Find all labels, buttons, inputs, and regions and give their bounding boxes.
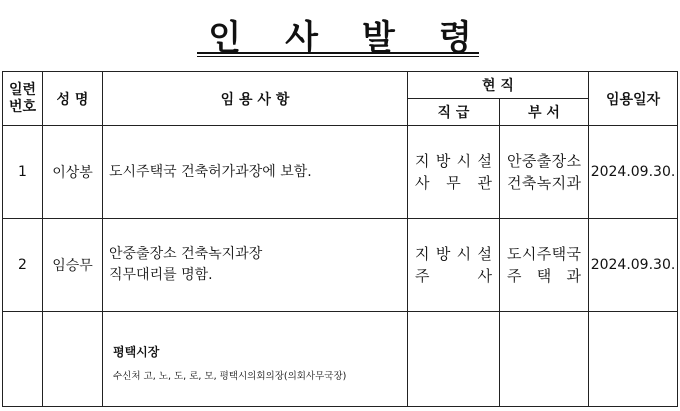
dept-line bbox=[500, 172, 588, 194]
duty-line: 도시주택국 건축허가과장에 보함. bbox=[109, 163, 312, 180]
duty-description bbox=[103, 219, 408, 312]
footer-issuer-cell bbox=[103, 312, 408, 407]
rank-line bbox=[408, 265, 499, 287]
header-name: 성 명 bbox=[43, 72, 103, 126]
current-department bbox=[500, 126, 589, 219]
header-appointment-date: 임용일자 bbox=[589, 72, 678, 126]
title-char: 인 bbox=[208, 18, 242, 58]
rank-line bbox=[408, 150, 499, 172]
header-department: 부 서 bbox=[500, 99, 589, 126]
duty-description bbox=[103, 126, 408, 219]
title-underline-thin bbox=[197, 56, 479, 57]
rank-char: 설 bbox=[477, 152, 492, 170]
rank-char: 지 bbox=[415, 152, 430, 170]
header-duty: 임 용 사 항 bbox=[103, 72, 408, 126]
dept-char: 장 bbox=[551, 152, 567, 170]
table-row bbox=[3, 126, 678, 219]
person-name: 임승무 bbox=[43, 219, 103, 312]
dept-char: 주 bbox=[507, 267, 522, 285]
header-rank: 직 급 bbox=[408, 99, 500, 126]
dept-char: 녹 bbox=[536, 174, 552, 192]
dept-char: 과 bbox=[566, 174, 581, 192]
rank-char: 설 bbox=[477, 245, 492, 263]
serial-number: 2 bbox=[3, 219, 43, 312]
dept-char: 중 bbox=[521, 152, 537, 170]
rank-char: 시 bbox=[456, 152, 472, 170]
rank-char: 방 bbox=[435, 245, 451, 263]
duty-line: 직무대리를 명함. bbox=[109, 267, 213, 283]
rank-char: 방 bbox=[435, 152, 451, 170]
dept-char: 지 bbox=[551, 174, 567, 192]
appointment-date: 2024.09.30. bbox=[589, 219, 678, 312]
dept-char: 택 bbox=[536, 267, 552, 285]
footer-empty-cell bbox=[43, 312, 103, 407]
table-row bbox=[3, 219, 678, 312]
dept-char: 안 bbox=[507, 152, 522, 170]
footer-row bbox=[3, 312, 678, 407]
title-char: 발 bbox=[362, 18, 395, 58]
rank-char: 사 bbox=[415, 174, 430, 192]
rank-char: 무 bbox=[446, 174, 461, 192]
recipients-list: 수신처 고, 노, 도, 로, 모, 평택시의회의장(의회사무국장) bbox=[113, 370, 347, 382]
current-rank bbox=[408, 126, 500, 219]
duty-line: 안중출장소 건축녹지과장 bbox=[109, 246, 263, 262]
dept-line bbox=[500, 265, 588, 287]
rank-char: 관 bbox=[477, 174, 492, 192]
header-serial-line2: 번호 bbox=[8, 98, 37, 115]
footer-empty-cell bbox=[500, 312, 589, 407]
current-department bbox=[500, 219, 589, 312]
rank-line bbox=[408, 172, 499, 194]
serial-number: 1 bbox=[3, 126, 43, 219]
rank-line bbox=[408, 243, 499, 265]
rank-char: 지 bbox=[415, 245, 430, 263]
dept-char: 주 bbox=[536, 245, 552, 263]
dept-char: 도 bbox=[507, 245, 522, 263]
dept-char: 과 bbox=[566, 267, 581, 285]
appointment-date: 2024.09.30. bbox=[589, 126, 678, 219]
footer-empty-cell bbox=[3, 312, 43, 407]
footer-empty-cell bbox=[589, 312, 678, 407]
dept-char: 국 bbox=[566, 245, 581, 263]
rank-char: 시 bbox=[456, 245, 472, 263]
header-current-position: 현 직 bbox=[408, 72, 589, 99]
title-char: 사 bbox=[285, 18, 318, 58]
dept-char: 소 bbox=[566, 152, 581, 170]
rank-char: 사 bbox=[477, 267, 492, 285]
title-underline bbox=[197, 52, 479, 54]
issuer-name: 평택시장 bbox=[113, 344, 160, 359]
header-serial-number bbox=[3, 72, 43, 126]
footer-empty-cell bbox=[408, 312, 500, 407]
dept-char: 건 bbox=[507, 174, 522, 192]
dept-char: 시 bbox=[521, 245, 537, 263]
rank-char: 주 bbox=[415, 267, 430, 285]
person-name: 이상봉 bbox=[43, 126, 103, 219]
dept-char: 출 bbox=[536, 152, 552, 170]
header-serial-line1: 일련 bbox=[8, 81, 37, 98]
dept-char: 축 bbox=[521, 174, 537, 192]
personnel-order-table bbox=[2, 71, 678, 407]
dept-char: 택 bbox=[551, 245, 567, 263]
dept-line bbox=[500, 150, 588, 172]
dept-line bbox=[500, 243, 588, 265]
title-char: 령 bbox=[438, 18, 472, 58]
current-rank bbox=[408, 219, 500, 312]
